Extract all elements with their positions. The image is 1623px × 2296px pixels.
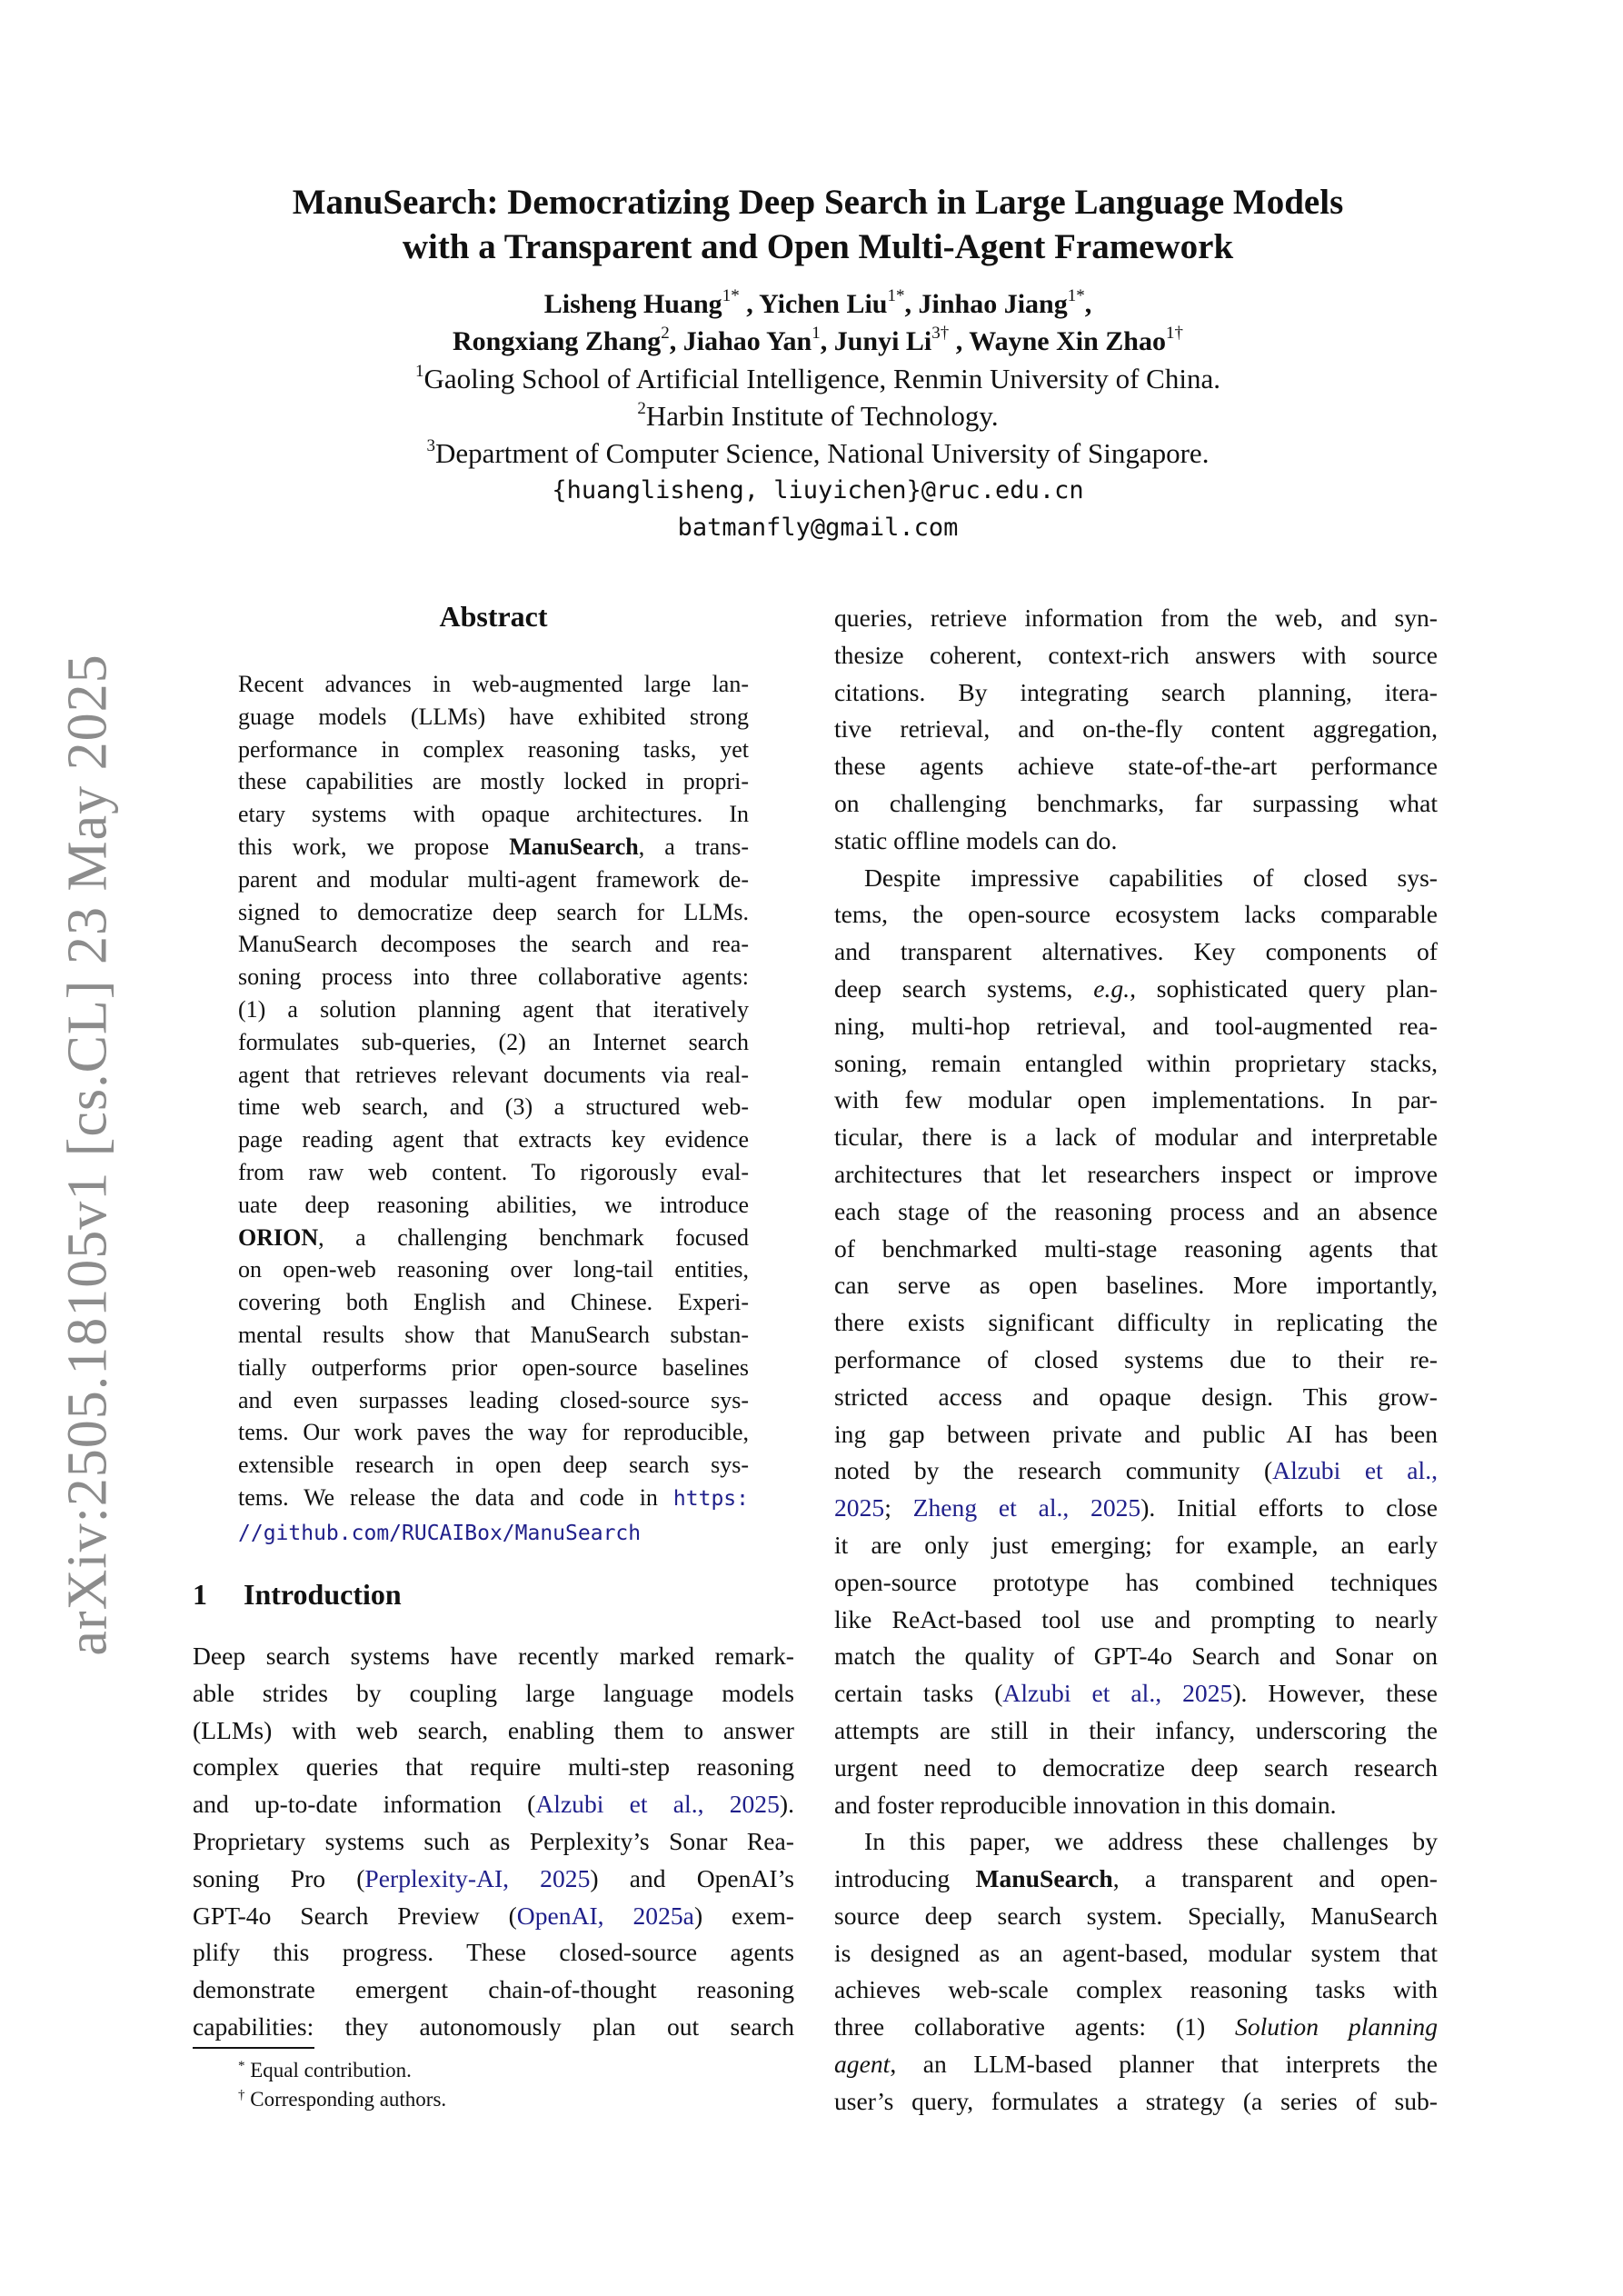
text: soning Pro (: [193, 1863, 365, 1892]
abstract-line: [238, 831, 749, 863]
text: certain tasks (: [834, 1679, 1003, 1708]
body-line: ing gap between private and public AI has been: [834, 1419, 1438, 1448]
body-line: open-source prototype has combined techniques: [834, 1567, 1438, 1596]
author: Lisheng Huang: [543, 289, 722, 319]
text: introducing: [834, 1864, 976, 1893]
abstract-line: guage models (LLMs) have exhibited strong: [238, 703, 749, 730]
abstract-line: page reading agent that extracts key evidence: [238, 1126, 749, 1153]
citation-link[interactable]: OpenAI, 2025a: [516, 1901, 694, 1930]
abstract-line: performance in complex reasoning tasks, yet: [238, 735, 749, 763]
body-line: [834, 1452, 1438, 1490]
abstract-line: signed to democratize deep search for LLMs.: [238, 898, 749, 925]
body-line: static offline models can do.: [834, 825, 1118, 854]
body-line: ticular, there is a lack of modular and interpretable: [834, 1123, 1438, 1152]
text: sophisticated query plan-: [1136, 973, 1438, 1003]
body-line: [193, 1898, 794, 1935]
body-line: and transparent alternatives. Key components of: [834, 937, 1438, 966]
body-line: on challenging benchmarks, far surpassing what: [834, 788, 1438, 817]
body-line: urgent need to democratize deep search research: [834, 1752, 1438, 1782]
abstract-line: covering both English and Chinese. Experi-: [238, 1289, 749, 1316]
body-line: thesize coherent, context-rich answers with source: [834, 640, 1438, 669]
text: , an LLM-based planner that interprets the: [890, 2050, 1438, 2079]
body-line: complex queries that require multi-step reasoning: [193, 1752, 794, 1782]
body-line: In this paper, we address these challenges by: [864, 1827, 1438, 1856]
abstract-line: parent and modular multi-agent framework de-: [238, 865, 749, 893]
title-line-1: ManuSearch: Democratizing Deep Search in Large Language Models: [292, 183, 1344, 222]
abstract-line: etary systems with opaque architectures. In: [238, 801, 749, 828]
affiliation-text: Gaoling School of Artificial Intelligence, Renmin University of China.: [423, 363, 1220, 394]
author: Wayne Xin Zhao: [969, 326, 1166, 356]
text: , a challenging benchmark focused: [318, 1223, 749, 1251]
abstract-line: extensible research in open deep search sys-: [238, 1452, 749, 1479]
benchmark-name: ORION: [238, 1223, 319, 1251]
citation-link[interactable]: Zheng et al., 2025: [912, 1493, 1141, 1522]
body-line: achieves web-scale complex reasoning tasks with: [834, 1975, 1438, 2004]
body-line: plify this progress. These closed-source agents: [193, 1938, 794, 1967]
body-line: it are only just emerging; for example, an early: [834, 1530, 1438, 1559]
abstract-line: agent that retrieves relevant documents via real-: [238, 1061, 749, 1088]
author-mark: 1*: [722, 286, 740, 305]
affiliation-mark: 2: [637, 399, 646, 418]
body-line: Despite impressive capabilities of closed sys-: [864, 863, 1438, 892]
italic-text: agent: [834, 2050, 891, 2079]
body-line: like ReAct-based tool use and prompting to nearly: [834, 1604, 1438, 1633]
affiliation: [182, 397, 1454, 434]
text: deep search systems,: [834, 973, 1094, 1003]
text: three collaborative agents: (1): [834, 2012, 1236, 2041]
author-mark: 2: [661, 324, 670, 343]
body-line: tems, the open-source ecosystem lacks comparable: [834, 900, 1438, 929]
citation-link[interactable]: Alzubi et al., 2025: [535, 1790, 780, 1819]
arxiv-stamp-text: arXiv:2505.18105v1 [cs.CL] 23 May 2025: [56, 653, 119, 1656]
text: , a transparent and open-: [1112, 1864, 1438, 1893]
abstract-line: tially outperforms prior open-source baselines: [238, 1353, 749, 1381]
body-line: [834, 1675, 1438, 1712]
body-line: (LLMs) with web search, enabling them to answer: [193, 1715, 794, 1744]
system-name: ManuSearch: [975, 1864, 1113, 1893]
abstract-body: [238, 668, 749, 1551]
citation-link[interactable]: 2025: [834, 1493, 885, 1522]
abstract-line: mental results show that ManuSearch substan-: [238, 1321, 749, 1348]
abstract-line: soning process into three collaborative agents:: [238, 963, 749, 991]
body-line: tive retrieval, and on-the-fly content aggregation,: [834, 714, 1438, 744]
author: Jiahao Yan: [682, 326, 812, 356]
body-line: match the quality of GPT-4o Search and Sonar on: [834, 1642, 1438, 1671]
body-line: Deep search systems have recently marked remark-: [193, 1642, 794, 1670]
github-link[interactable]: https:: [672, 1486, 749, 1511]
abstract-line: formulates sub-queries, (2) an Internet search: [238, 1028, 749, 1055]
body-line: can serve as open baselines. More importantly,: [834, 1271, 1438, 1300]
email: {huanglisheng, liuyichen}@ruc.edu.cn: [552, 476, 1084, 504]
author-list: Lisheng Huang$^{1*}$ , Yichen Liu$^{1*}$, Jinhao Jiang$^{1*}$, Rongxiang Zhang$^2$, Jiahao Yan$^1$, Junyi $Li^{3\dagger}$ , Wayne Xin Zhao$^{1\dagger}$: [453, 286, 1183, 356]
author-mark: 1†: [1165, 324, 1183, 343]
text: GPT-4o Search Preview (: [193, 1901, 517, 1930]
paper-title: [182, 180, 1454, 269]
section-number: 1: [193, 1578, 207, 1611]
paper-header: [182, 180, 1454, 546]
text: ). However, these: [1232, 1679, 1439, 1708]
text: ) and OpenAI’s: [590, 1863, 794, 1892]
citation-link[interactable]: Alzubi et al., 2025: [1002, 1679, 1233, 1708]
affiliation: [182, 360, 1454, 397]
affiliation-mark: 1: [415, 362, 424, 381]
body-line: there exists significant difficulty in replicating the: [834, 1308, 1438, 1337]
body-line: of benchmarked multi-stage reasoning agents that: [834, 1233, 1438, 1263]
body-line: capabilities: they autonomously plan out search: [193, 2011, 794, 2041]
body-line: user’s query, formulates a strategy (a series of sub-: [834, 2086, 1438, 2115]
abstract-line: these capabilities are mostly locked in propri-: [238, 768, 749, 795]
arxiv-identifier-stamp: [47, 653, 129, 1656]
abstract-line: and even surpasses leading closed-source sys-: [238, 1386, 749, 1413]
text: , a trans-: [638, 833, 749, 860]
body-line: [193, 1861, 794, 1898]
text: noted by the research community (: [834, 1456, 1273, 1485]
body-line: performance of closed systems due to their re-: [834, 1344, 1438, 1373]
italic-text: Solution planning: [1235, 2012, 1439, 2041]
citation-link[interactable]: Perplexity-AI, 2025: [364, 1863, 591, 1892]
body-line: is designed as an agent-based, modular system that: [834, 1938, 1438, 1967]
affiliation-text: Department of Computer Science, National University of Singapore.: [435, 437, 1210, 469]
system-name: ManuSearch: [509, 833, 639, 860]
abstract-line: time web search, and (3) a structured web-: [238, 1093, 749, 1121]
abstract-line: Recent advances in web-augmented large lan-: [238, 671, 749, 697]
abstract-line: from raw web content. To rigorously eval-: [238, 1158, 749, 1185]
body-line: these agents achieve state-of-the-art performance: [834, 752, 1438, 781]
footnote-mark: †: [238, 2088, 245, 2102]
text: this work, we propose: [238, 833, 510, 860]
text: and up-to-date information (: [193, 1790, 536, 1819]
title-line-2: with a Transparent and Open Multi-Agent Framework: [402, 227, 1234, 266]
footnote-text: Equal contribution.: [244, 2059, 412, 2081]
body-line: [834, 1490, 1438, 1527]
section-heading-introduction: [193, 1578, 402, 1612]
author: Rongxiang Zhang: [453, 326, 662, 356]
footnote: [238, 2085, 446, 2114]
email: batmanfly@gmail.com: [677, 514, 959, 542]
body-line: attempts are still in their infancy, underscoring the: [834, 1715, 1438, 1744]
author: Junyi Li: [833, 326, 932, 356]
body-line: ning, multi-hop retrieval, and tool-augmented rea-: [834, 1011, 1438, 1040]
abstract-line: tems. Our work paves the way for reproducible,: [238, 1419, 749, 1446]
abstract-line: [238, 1516, 749, 1551]
intro-left-column: [193, 1638, 794, 2046]
footnote-mark: *: [238, 2059, 245, 2073]
body-line: [834, 2046, 1438, 2083]
body-line: able strides by coupling large language models: [193, 1678, 794, 1707]
author-mark: 3†: [931, 324, 950, 343]
body-line: stricted access and opaque design. This grow-: [834, 1382, 1438, 1411]
text: ;: [884, 1493, 913, 1522]
abstract-line: on open-web reasoning over long-tail entities,: [238, 1256, 749, 1283]
footnote-text: Corresponding authors.: [244, 2088, 447, 2111]
footnotes: [238, 2056, 446, 2114]
author-mark: 1: [812, 324, 821, 343]
body-line: and foster reproducible innovation in this domain.: [834, 1790, 1337, 1819]
text: ) exem-: [693, 1901, 794, 1930]
text: ). Initial efforts to close: [1140, 1493, 1438, 1522]
footnote: [238, 2056, 446, 2085]
author-mark: 1*: [887, 286, 905, 305]
body-line: citations. By integrating search planning, itera-: [834, 677, 1438, 706]
author-mark: 1*: [1067, 286, 1085, 305]
abstract-heading: Abstract: [439, 600, 548, 633]
abstract-line: [238, 1222, 749, 1254]
abstract-line: uate deep reasoning abilities, we introduce: [238, 1191, 749, 1218]
body-line: [834, 2009, 1438, 2046]
citation-link[interactable]: Alzubi et al.,: [1272, 1456, 1439, 1485]
section-title: Introduction: [244, 1578, 402, 1611]
italic-text: e.g.,: [1093, 973, 1136, 1003]
abstract-line: [238, 1482, 749, 1516]
text: tems. We release the data and code in: [238, 1483, 673, 1511]
abstract-line: (1) a solution planning agent that iteratively: [238, 995, 749, 1023]
body-line: soning, remain entangled within proprietary stacks,: [834, 1048, 1438, 1077]
affiliation-mark: 3: [426, 436, 436, 455]
body-line: [834, 971, 1438, 1008]
footnote-divider: [193, 2047, 314, 2049]
body-line: each stage of the reasoning process and an absence: [834, 1196, 1438, 1225]
author: Yichen Liu: [759, 289, 888, 319]
body-line: [834, 1861, 1438, 1898]
body-line: [193, 1786, 794, 1823]
affiliation: [182, 434, 1454, 472]
intro-right-column: [834, 600, 1438, 2121]
body-line: architectures that let researchers inspect or improve: [834, 1159, 1438, 1188]
body-line: Proprietary systems such as Perplexity’s Sonar Rea-: [193, 1826, 794, 1855]
abstract-line: ManuSearch decomposes the search and rea-: [238, 931, 749, 958]
body-line: queries, retrieve information from the web, and syn-: [834, 604, 1438, 632]
author: Jinhao Jiang: [918, 289, 1068, 319]
affiliation-text: Harbin Institute of Technology.: [645, 400, 999, 432]
github-link[interactable]: //github.com/RUCAIBox/ManuSearch: [238, 1521, 642, 1545]
text: ).: [779, 1790, 794, 1819]
body-line: with few modular open implementations. In par-: [834, 1085, 1438, 1114]
body-line: source deep search system. Specially, ManuSearch: [834, 1901, 1438, 1930]
body-line: demonstrate emergent chain-of-thought reasoning: [193, 1975, 794, 2004]
